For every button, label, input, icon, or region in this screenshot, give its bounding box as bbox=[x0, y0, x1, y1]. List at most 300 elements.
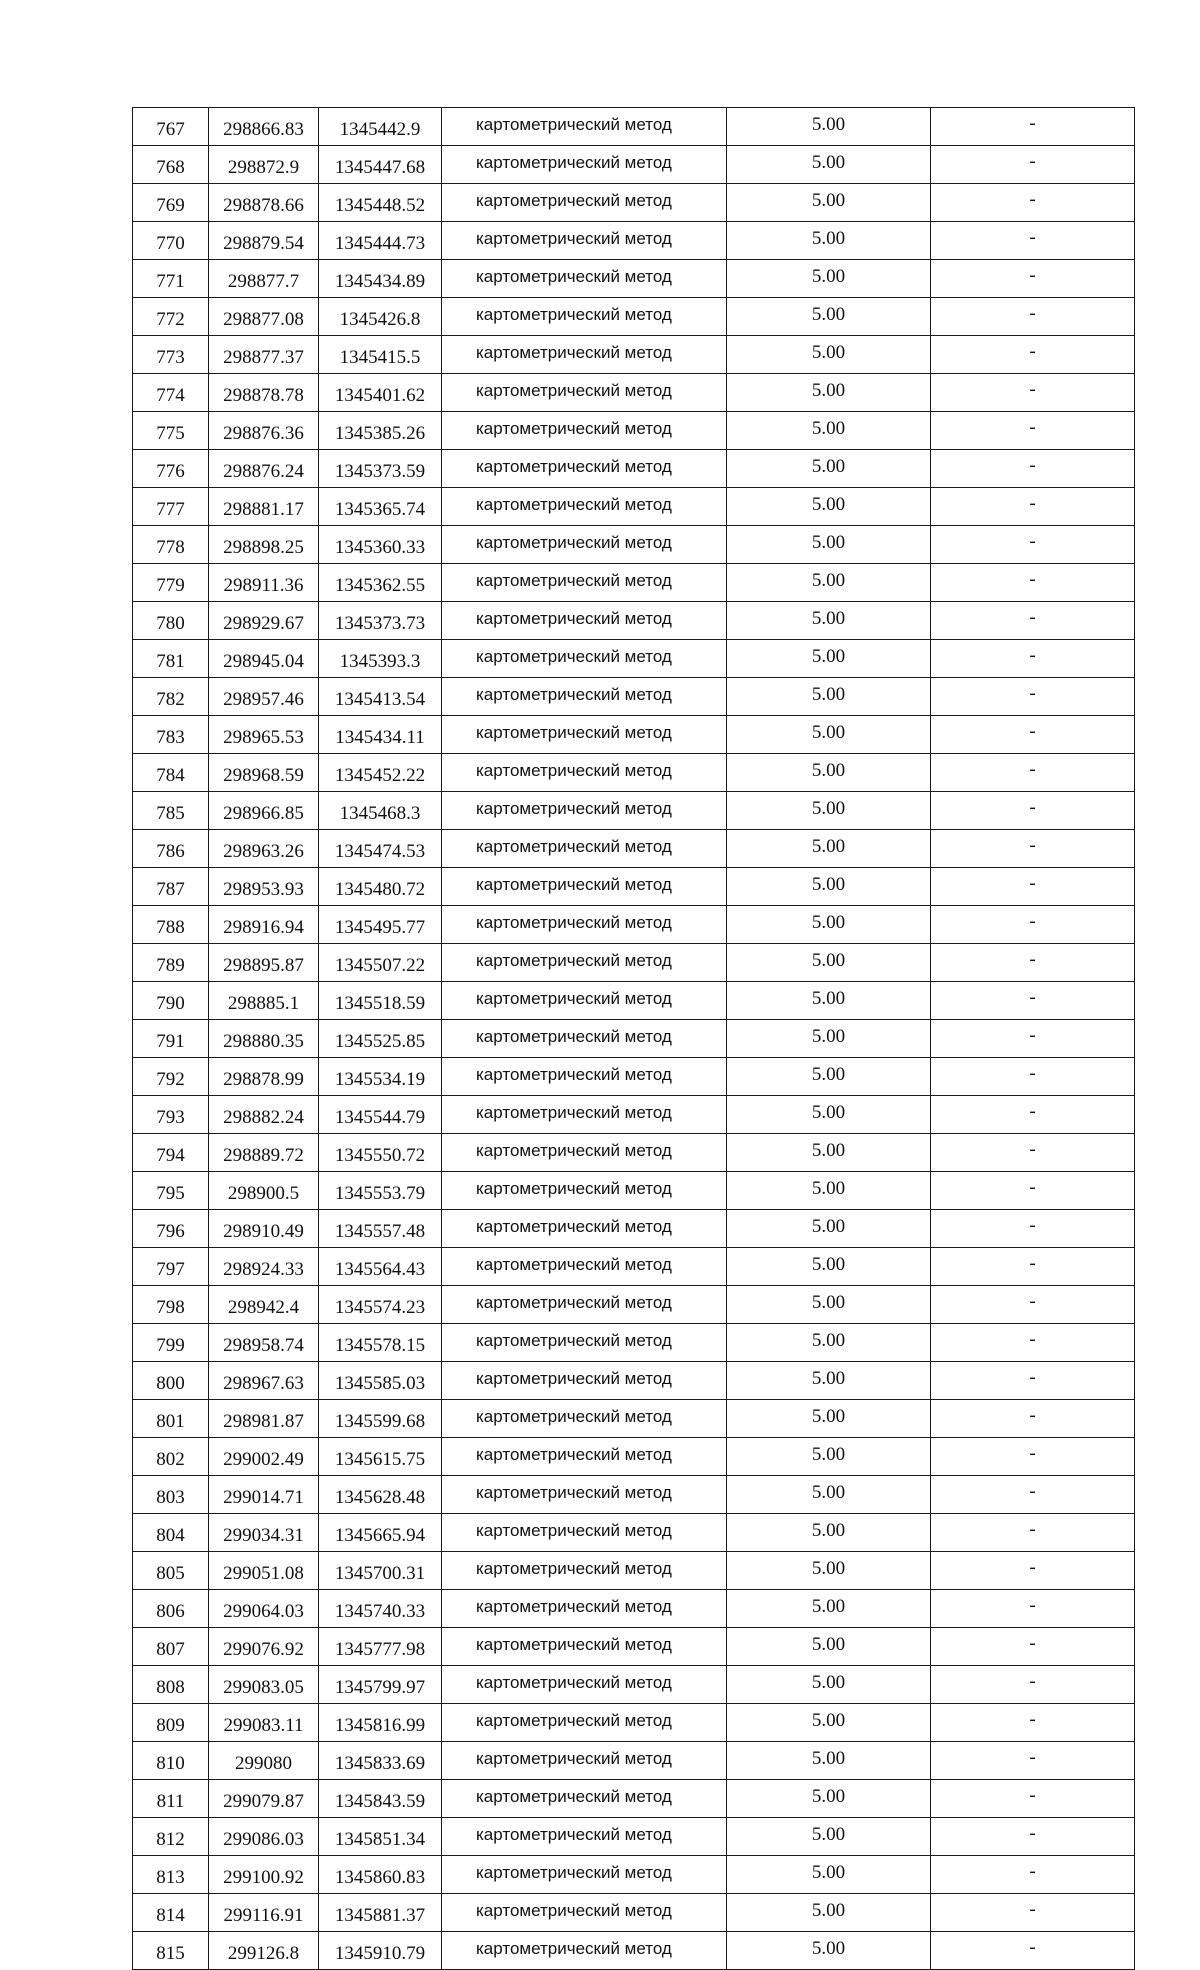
point-number-cell: 780 bbox=[133, 602, 209, 640]
note-cell: - bbox=[931, 1362, 1135, 1400]
method-cell: картометрический метод bbox=[442, 1742, 727, 1780]
x-coordinate-cell: 298963.26 bbox=[209, 830, 319, 868]
table-row bbox=[133, 1476, 1135, 1514]
table-row bbox=[133, 1932, 1135, 1970]
method-cell: картометрический метод bbox=[442, 1058, 727, 1096]
note-cell: - bbox=[931, 222, 1135, 260]
note-cell: - bbox=[931, 336, 1135, 374]
accuracy-cell: 5.00 bbox=[727, 1932, 931, 1970]
table-row bbox=[133, 298, 1135, 336]
y-coordinate-cell: 1345557.48 bbox=[319, 1210, 442, 1248]
table-row bbox=[133, 1590, 1135, 1628]
x-coordinate-cell: 298942.4 bbox=[209, 1286, 319, 1324]
accuracy-cell: 5.00 bbox=[727, 602, 931, 640]
point-number-cell: 786 bbox=[133, 830, 209, 868]
method-cell: картометрический метод bbox=[442, 906, 727, 944]
method-cell: картометрический метод bbox=[442, 1096, 727, 1134]
point-number-cell: 803 bbox=[133, 1476, 209, 1514]
note-cell: - bbox=[931, 1248, 1135, 1286]
point-number-cell: 775 bbox=[133, 412, 209, 450]
accuracy-cell: 5.00 bbox=[727, 830, 931, 868]
method-cell: картометрический метод bbox=[442, 146, 727, 184]
y-coordinate-cell: 1345740.33 bbox=[319, 1590, 442, 1628]
x-coordinate-cell: 299034.31 bbox=[209, 1514, 319, 1552]
y-coordinate-cell: 1345525.85 bbox=[319, 1020, 442, 1058]
y-coordinate-cell: 1345434.11 bbox=[319, 716, 442, 754]
y-coordinate-cell: 1345507.22 bbox=[319, 944, 442, 982]
method-cell: картометрический метод bbox=[442, 640, 727, 678]
note-cell: - bbox=[931, 1856, 1135, 1894]
method-cell: картометрический метод bbox=[442, 1400, 727, 1438]
note-cell: - bbox=[931, 1514, 1135, 1552]
accuracy-cell: 5.00 bbox=[727, 1248, 931, 1286]
accuracy-cell: 5.00 bbox=[727, 1856, 931, 1894]
note-cell: - bbox=[931, 1704, 1135, 1742]
point-number-cell: 772 bbox=[133, 298, 209, 336]
y-coordinate-cell: 1345373.73 bbox=[319, 602, 442, 640]
x-coordinate-cell: 298876.24 bbox=[209, 450, 319, 488]
note-cell: - bbox=[931, 830, 1135, 868]
table-row bbox=[133, 1248, 1135, 1286]
x-coordinate-cell: 299083.11 bbox=[209, 1704, 319, 1742]
table-row bbox=[133, 1856, 1135, 1894]
accuracy-cell: 5.00 bbox=[727, 374, 931, 412]
note-cell: - bbox=[931, 1438, 1135, 1476]
accuracy-cell: 5.00 bbox=[727, 1894, 931, 1932]
accuracy-cell: 5.00 bbox=[727, 450, 931, 488]
note-cell: - bbox=[931, 1780, 1135, 1818]
method-cell: картометрический метод bbox=[442, 1666, 727, 1704]
note-cell: - bbox=[931, 1134, 1135, 1172]
y-coordinate-cell: 1345495.77 bbox=[319, 906, 442, 944]
method-cell: картометрический метод bbox=[442, 792, 727, 830]
table-row bbox=[133, 564, 1135, 602]
point-number-cell: 770 bbox=[133, 222, 209, 260]
point-number-cell: 767 bbox=[133, 108, 209, 146]
method-cell: картометрический метод bbox=[442, 754, 727, 792]
table-row bbox=[133, 982, 1135, 1020]
accuracy-cell: 5.00 bbox=[727, 108, 931, 146]
table-row bbox=[133, 1324, 1135, 1362]
x-coordinate-cell: 298876.36 bbox=[209, 412, 319, 450]
x-coordinate-cell: 298945.04 bbox=[209, 640, 319, 678]
point-number-cell: 805 bbox=[133, 1552, 209, 1590]
accuracy-cell: 5.00 bbox=[727, 1020, 931, 1058]
x-coordinate-cell: 298967.63 bbox=[209, 1362, 319, 1400]
point-number-cell: 776 bbox=[133, 450, 209, 488]
note-cell: - bbox=[931, 488, 1135, 526]
x-coordinate-cell: 298981.87 bbox=[209, 1400, 319, 1438]
accuracy-cell: 5.00 bbox=[727, 260, 931, 298]
method-cell: картометрический метод bbox=[442, 564, 727, 602]
y-coordinate-cell: 1345442.9 bbox=[319, 108, 442, 146]
y-coordinate-cell: 1345362.55 bbox=[319, 564, 442, 602]
method-cell: картометрический метод bbox=[442, 678, 727, 716]
point-number-cell: 804 bbox=[133, 1514, 209, 1552]
table-row bbox=[133, 108, 1135, 146]
note-cell: - bbox=[931, 792, 1135, 830]
point-number-cell: 809 bbox=[133, 1704, 209, 1742]
method-cell: картометрический метод bbox=[442, 222, 727, 260]
x-coordinate-cell: 298872.9 bbox=[209, 146, 319, 184]
method-cell: картометрический метод bbox=[442, 1324, 727, 1362]
table-row bbox=[133, 792, 1135, 830]
table-row bbox=[133, 1552, 1135, 1590]
table-row bbox=[133, 1210, 1135, 1248]
note-cell: - bbox=[931, 1552, 1135, 1590]
method-cell: картометрический метод bbox=[442, 1628, 727, 1666]
point-number-cell: 790 bbox=[133, 982, 209, 1020]
x-coordinate-cell: 298965.53 bbox=[209, 716, 319, 754]
x-coordinate-cell: 298900.5 bbox=[209, 1172, 319, 1210]
note-cell: - bbox=[931, 982, 1135, 1020]
table-row bbox=[133, 754, 1135, 792]
accuracy-cell: 5.00 bbox=[727, 1818, 931, 1856]
table-row bbox=[133, 1742, 1135, 1780]
point-number-cell: 796 bbox=[133, 1210, 209, 1248]
accuracy-cell: 5.00 bbox=[727, 564, 931, 602]
y-coordinate-cell: 1345628.48 bbox=[319, 1476, 442, 1514]
y-coordinate-cell: 1345434.89 bbox=[319, 260, 442, 298]
y-coordinate-cell: 1345413.54 bbox=[319, 678, 442, 716]
method-cell: картометрический метод bbox=[442, 1894, 727, 1932]
point-number-cell: 781 bbox=[133, 640, 209, 678]
method-cell: картометрический метод bbox=[442, 450, 727, 488]
x-coordinate-cell: 298898.25 bbox=[209, 526, 319, 564]
y-coordinate-cell: 1345385.26 bbox=[319, 412, 442, 450]
y-coordinate-cell: 1345534.19 bbox=[319, 1058, 442, 1096]
note-cell: - bbox=[931, 1020, 1135, 1058]
x-coordinate-cell: 298877.37 bbox=[209, 336, 319, 374]
point-number-cell: 795 bbox=[133, 1172, 209, 1210]
x-coordinate-cell: 299002.49 bbox=[209, 1438, 319, 1476]
method-cell: картометрический метод bbox=[442, 1020, 727, 1058]
point-number-cell: 802 bbox=[133, 1438, 209, 1476]
note-cell: - bbox=[931, 1932, 1135, 1970]
accuracy-cell: 5.00 bbox=[727, 1590, 931, 1628]
x-coordinate-cell: 298877.08 bbox=[209, 298, 319, 336]
y-coordinate-cell: 1345544.79 bbox=[319, 1096, 442, 1134]
note-cell: - bbox=[931, 678, 1135, 716]
table-row bbox=[133, 374, 1135, 412]
method-cell: картометрический метод bbox=[442, 1134, 727, 1172]
accuracy-cell: 5.00 bbox=[727, 488, 931, 526]
method-cell: картометрический метод bbox=[442, 374, 727, 412]
point-number-cell: 808 bbox=[133, 1666, 209, 1704]
y-coordinate-cell: 1345585.03 bbox=[319, 1362, 442, 1400]
method-cell: картометрический метод bbox=[442, 982, 727, 1020]
point-number-cell: 769 bbox=[133, 184, 209, 222]
table-row bbox=[133, 1058, 1135, 1096]
point-number-cell: 810 bbox=[133, 1742, 209, 1780]
point-number-cell: 778 bbox=[133, 526, 209, 564]
x-coordinate-cell: 298968.59 bbox=[209, 754, 319, 792]
method-cell: картометрический метод bbox=[442, 1248, 727, 1286]
accuracy-cell: 5.00 bbox=[727, 146, 931, 184]
table-row bbox=[133, 412, 1135, 450]
table-row bbox=[133, 1362, 1135, 1400]
table-row bbox=[133, 336, 1135, 374]
x-coordinate-cell: 299116.91 bbox=[209, 1894, 319, 1932]
table-row bbox=[133, 602, 1135, 640]
x-coordinate-cell: 298885.1 bbox=[209, 982, 319, 1020]
note-cell: - bbox=[931, 1476, 1135, 1514]
point-number-cell: 815 bbox=[133, 1932, 209, 1970]
accuracy-cell: 5.00 bbox=[727, 1476, 931, 1514]
point-number-cell: 807 bbox=[133, 1628, 209, 1666]
table-row bbox=[133, 830, 1135, 868]
method-cell: картометрический метод bbox=[442, 1362, 727, 1400]
note-cell: - bbox=[931, 1894, 1135, 1932]
x-coordinate-cell: 298880.35 bbox=[209, 1020, 319, 1058]
y-coordinate-cell: 1345615.75 bbox=[319, 1438, 442, 1476]
point-number-cell: 812 bbox=[133, 1818, 209, 1856]
accuracy-cell: 5.00 bbox=[727, 1210, 931, 1248]
x-coordinate-cell: 298878.99 bbox=[209, 1058, 319, 1096]
note-cell: - bbox=[931, 602, 1135, 640]
y-coordinate-cell: 1345881.37 bbox=[319, 1894, 442, 1932]
note-cell: - bbox=[931, 1590, 1135, 1628]
y-coordinate-cell: 1345393.3 bbox=[319, 640, 442, 678]
accuracy-cell: 5.00 bbox=[727, 716, 931, 754]
x-coordinate-cell: 298881.17 bbox=[209, 488, 319, 526]
table-row bbox=[133, 1628, 1135, 1666]
y-coordinate-cell: 1345426.8 bbox=[319, 298, 442, 336]
note-cell: - bbox=[931, 1058, 1135, 1096]
note-cell: - bbox=[931, 1172, 1135, 1210]
note-cell: - bbox=[931, 146, 1135, 184]
accuracy-cell: 5.00 bbox=[727, 412, 931, 450]
y-coordinate-cell: 1345816.99 bbox=[319, 1704, 442, 1742]
method-cell: картометрический метод bbox=[442, 1438, 727, 1476]
y-coordinate-cell: 1345599.68 bbox=[319, 1400, 442, 1438]
table-row bbox=[133, 222, 1135, 260]
x-coordinate-cell: 299083.05 bbox=[209, 1666, 319, 1704]
y-coordinate-cell: 1345365.74 bbox=[319, 488, 442, 526]
y-coordinate-cell: 1345843.59 bbox=[319, 1780, 442, 1818]
point-number-cell: 768 bbox=[133, 146, 209, 184]
note-cell: - bbox=[931, 1286, 1135, 1324]
method-cell: картометрический метод bbox=[442, 944, 727, 982]
method-cell: картометрический метод bbox=[442, 1704, 727, 1742]
note-cell: - bbox=[931, 108, 1135, 146]
x-coordinate-cell: 299079.87 bbox=[209, 1780, 319, 1818]
note-cell: - bbox=[931, 1818, 1135, 1856]
note-cell: - bbox=[931, 1096, 1135, 1134]
y-coordinate-cell: 1345415.5 bbox=[319, 336, 442, 374]
x-coordinate-cell: 298878.78 bbox=[209, 374, 319, 412]
method-cell: картометрический метод bbox=[442, 184, 727, 222]
point-number-cell: 814 bbox=[133, 1894, 209, 1932]
y-coordinate-cell: 1345447.68 bbox=[319, 146, 442, 184]
y-coordinate-cell: 1345550.72 bbox=[319, 1134, 442, 1172]
point-number-cell: 784 bbox=[133, 754, 209, 792]
method-cell: картометрический метод bbox=[442, 602, 727, 640]
note-cell: - bbox=[931, 906, 1135, 944]
y-coordinate-cell: 1345574.23 bbox=[319, 1286, 442, 1324]
y-coordinate-cell: 1345468.3 bbox=[319, 792, 442, 830]
method-cell: картометрический метод bbox=[442, 336, 727, 374]
method-cell: картометрический метод bbox=[442, 488, 727, 526]
x-coordinate-cell: 298911.36 bbox=[209, 564, 319, 602]
method-cell: картометрический метод bbox=[442, 1210, 727, 1248]
method-cell: картометрический метод bbox=[442, 1514, 727, 1552]
y-coordinate-cell: 1345833.69 bbox=[319, 1742, 442, 1780]
x-coordinate-cell: 298877.7 bbox=[209, 260, 319, 298]
accuracy-cell: 5.00 bbox=[727, 1552, 931, 1590]
accuracy-cell: 5.00 bbox=[727, 982, 931, 1020]
method-cell: картометрический метод bbox=[442, 526, 727, 564]
x-coordinate-cell: 299014.71 bbox=[209, 1476, 319, 1514]
accuracy-cell: 5.00 bbox=[727, 1362, 931, 1400]
table-row bbox=[133, 450, 1135, 488]
accuracy-cell: 5.00 bbox=[727, 184, 931, 222]
method-cell: картометрический метод bbox=[442, 108, 727, 146]
method-cell: картометрический метод bbox=[442, 1780, 727, 1818]
point-number-cell: 782 bbox=[133, 678, 209, 716]
note-cell: - bbox=[931, 1628, 1135, 1666]
point-number-cell: 779 bbox=[133, 564, 209, 602]
accuracy-cell: 5.00 bbox=[727, 868, 931, 906]
method-cell: картометрический метод bbox=[442, 868, 727, 906]
method-cell: картометрический метод bbox=[442, 298, 727, 336]
note-cell: - bbox=[931, 526, 1135, 564]
table-row bbox=[133, 1818, 1135, 1856]
coordinates-table bbox=[132, 107, 1135, 1970]
table-row bbox=[133, 944, 1135, 982]
y-coordinate-cell: 1345665.94 bbox=[319, 1514, 442, 1552]
note-cell: - bbox=[931, 1400, 1135, 1438]
table-row bbox=[133, 716, 1135, 754]
coordinates-table-body bbox=[133, 108, 1135, 1970]
y-coordinate-cell: 1345360.33 bbox=[319, 526, 442, 564]
accuracy-cell: 5.00 bbox=[727, 1666, 931, 1704]
table-row bbox=[133, 1514, 1135, 1552]
y-coordinate-cell: 1345578.15 bbox=[319, 1324, 442, 1362]
accuracy-cell: 5.00 bbox=[727, 298, 931, 336]
x-coordinate-cell: 299051.08 bbox=[209, 1552, 319, 1590]
accuracy-cell: 5.00 bbox=[727, 336, 931, 374]
y-coordinate-cell: 1345518.59 bbox=[319, 982, 442, 1020]
point-number-cell: 771 bbox=[133, 260, 209, 298]
point-number-cell: 787 bbox=[133, 868, 209, 906]
x-coordinate-cell: 298895.87 bbox=[209, 944, 319, 982]
y-coordinate-cell: 1345700.31 bbox=[319, 1552, 442, 1590]
table-row bbox=[133, 1780, 1135, 1818]
method-cell: картометрический метод bbox=[442, 1590, 727, 1628]
y-coordinate-cell: 1345799.97 bbox=[319, 1666, 442, 1704]
table-row bbox=[133, 678, 1135, 716]
table-row bbox=[133, 1020, 1135, 1058]
x-coordinate-cell: 299126.8 bbox=[209, 1932, 319, 1970]
point-number-cell: 792 bbox=[133, 1058, 209, 1096]
y-coordinate-cell: 1345452.22 bbox=[319, 754, 442, 792]
note-cell: - bbox=[931, 412, 1135, 450]
accuracy-cell: 5.00 bbox=[727, 1058, 931, 1096]
point-number-cell: 791 bbox=[133, 1020, 209, 1058]
accuracy-cell: 5.00 bbox=[727, 1172, 931, 1210]
accuracy-cell: 5.00 bbox=[727, 1742, 931, 1780]
y-coordinate-cell: 1345474.53 bbox=[319, 830, 442, 868]
point-number-cell: 797 bbox=[133, 1248, 209, 1286]
accuracy-cell: 5.00 bbox=[727, 640, 931, 678]
note-cell: - bbox=[931, 1324, 1135, 1362]
point-number-cell: 789 bbox=[133, 944, 209, 982]
x-coordinate-cell: 298958.74 bbox=[209, 1324, 319, 1362]
method-cell: картометрический метод bbox=[442, 1172, 727, 1210]
accuracy-cell: 5.00 bbox=[727, 1286, 931, 1324]
point-number-cell: 793 bbox=[133, 1096, 209, 1134]
y-coordinate-cell: 1345851.34 bbox=[319, 1818, 442, 1856]
y-coordinate-cell: 1345553.79 bbox=[319, 1172, 442, 1210]
x-coordinate-cell: 298889.72 bbox=[209, 1134, 319, 1172]
accuracy-cell: 5.00 bbox=[727, 1324, 931, 1362]
x-coordinate-cell: 298882.24 bbox=[209, 1096, 319, 1134]
y-coordinate-cell: 1345910.79 bbox=[319, 1932, 442, 1970]
accuracy-cell: 5.00 bbox=[727, 1400, 931, 1438]
table-row bbox=[133, 1286, 1135, 1324]
method-cell: картометрический метод bbox=[442, 716, 727, 754]
note-cell: - bbox=[931, 564, 1135, 602]
point-number-cell: 794 bbox=[133, 1134, 209, 1172]
accuracy-cell: 5.00 bbox=[727, 526, 931, 564]
note-cell: - bbox=[931, 1210, 1135, 1248]
table-row bbox=[133, 1096, 1135, 1134]
table-row bbox=[133, 1134, 1135, 1172]
accuracy-cell: 5.00 bbox=[727, 678, 931, 716]
accuracy-cell: 5.00 bbox=[727, 1628, 931, 1666]
accuracy-cell: 5.00 bbox=[727, 906, 931, 944]
x-coordinate-cell: 298953.93 bbox=[209, 868, 319, 906]
accuracy-cell: 5.00 bbox=[727, 792, 931, 830]
x-coordinate-cell: 298957.46 bbox=[209, 678, 319, 716]
table-row bbox=[133, 906, 1135, 944]
accuracy-cell: 5.00 bbox=[727, 222, 931, 260]
table-row bbox=[133, 1400, 1135, 1438]
table-row bbox=[133, 868, 1135, 906]
accuracy-cell: 5.00 bbox=[727, 1096, 931, 1134]
table-row bbox=[133, 526, 1135, 564]
y-coordinate-cell: 1345444.73 bbox=[319, 222, 442, 260]
y-coordinate-cell: 1345564.43 bbox=[319, 1248, 442, 1286]
method-cell: картометрический метод bbox=[442, 1818, 727, 1856]
method-cell: картометрический метод bbox=[442, 412, 727, 450]
note-cell: - bbox=[931, 868, 1135, 906]
method-cell: картометрический метод bbox=[442, 830, 727, 868]
note-cell: - bbox=[931, 184, 1135, 222]
table-row bbox=[133, 640, 1135, 678]
method-cell: картометрический метод bbox=[442, 260, 727, 298]
table-row bbox=[133, 260, 1135, 298]
method-cell: картометрический метод bbox=[442, 1476, 727, 1514]
table-row bbox=[133, 488, 1135, 526]
method-cell: картометрический метод bbox=[442, 1932, 727, 1970]
x-coordinate-cell: 298879.54 bbox=[209, 222, 319, 260]
note-cell: - bbox=[931, 1742, 1135, 1780]
x-coordinate-cell: 298924.33 bbox=[209, 1248, 319, 1286]
x-coordinate-cell: 299100.92 bbox=[209, 1856, 319, 1894]
note-cell: - bbox=[931, 944, 1135, 982]
note-cell: - bbox=[931, 450, 1135, 488]
table-row bbox=[133, 146, 1135, 184]
accuracy-cell: 5.00 bbox=[727, 1514, 931, 1552]
table-row bbox=[133, 1438, 1135, 1476]
method-cell: картометрический метод bbox=[442, 1286, 727, 1324]
note-cell: - bbox=[931, 260, 1135, 298]
point-number-cell: 788 bbox=[133, 906, 209, 944]
table-row bbox=[133, 184, 1135, 222]
point-number-cell: 773 bbox=[133, 336, 209, 374]
